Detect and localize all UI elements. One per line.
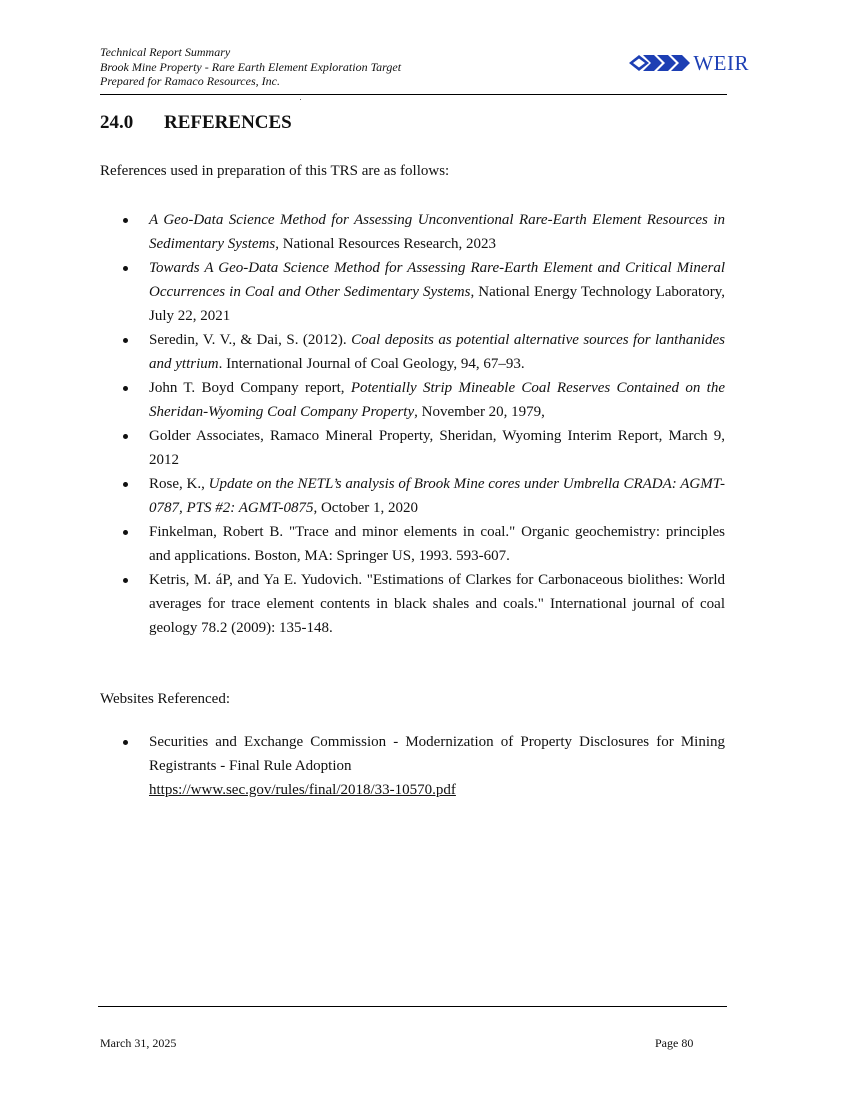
reference-item bbox=[100, 424, 725, 472]
reference-title: Coal deposits as potential alternative sources for lanthanides and yttrium bbox=[149, 332, 725, 372]
reference-item bbox=[100, 472, 725, 520]
weir-logo bbox=[629, 51, 749, 75]
page-header bbox=[100, 45, 749, 95]
reference-author: Golder Associates, Ramaco Mineral Property, Sheridan, Wyoming Interim Report, March 9, 2012 bbox=[149, 428, 725, 468]
footer-divider bbox=[98, 1006, 727, 1007]
reference-item bbox=[100, 208, 725, 256]
reference-title: A Geo-Data Science Method for Assessing Unconventional Rare-Earth Element Resources in Sedimentary Systems bbox=[149, 212, 725, 252]
logo-wordmark: WEIR bbox=[693, 51, 749, 75]
footer-date: March 31, 2025 bbox=[100, 1036, 177, 1050]
reference-item bbox=[100, 376, 725, 424]
references-list bbox=[100, 208, 725, 640]
reference-title: Potentially Strip Mineable Coal Reserves Contained on the Sheridan-Wyoming Coal Company Property bbox=[149, 380, 725, 420]
reference-author: Seredin, V. V., & Dai, S. (2012). bbox=[149, 332, 352, 348]
reference-title: Update on the NETL’s analysis of Brook Mine cores under Umbrella CRADA: AGMT-0787, PTS #2: AGMT-0875 bbox=[149, 476, 725, 516]
reference-author: Rose, K., bbox=[149, 476, 209, 492]
website-link[interactable]: https://www.sec.gov/rules/final/2018/33-10570.pdf bbox=[149, 782, 456, 798]
websites-heading: Websites Referenced: bbox=[100, 691, 230, 707]
websites-list bbox=[100, 730, 725, 802]
intro-text: References used in preparation of this TRS are as follows: bbox=[100, 163, 450, 179]
reference-source: , November 20, 1979, bbox=[414, 404, 545, 420]
reference-source: , National Energy Technology Laboratory, July 22, 2021 bbox=[149, 284, 725, 324]
reference-title: Towards A Geo-Data Science Method for Assessing Rare-Earth Element and Critical Mineral Occurrences in Coal and Other Sedimentary Systems bbox=[149, 260, 725, 300]
weir-chevrons-icon bbox=[629, 52, 691, 74]
reference-item bbox=[100, 256, 725, 328]
reference-source: , October 1, 2020 bbox=[313, 500, 419, 516]
stray-dot bbox=[300, 99, 301, 100]
reference-author: John T. Boyd Company report, bbox=[149, 380, 351, 396]
reference-item bbox=[100, 520, 725, 568]
reference-author: Finkelman, Robert B. "Trace and minor elements in coal." Organic geochemistry: principles and applications. Boston, MA: Springer US, 1993. 593-607. bbox=[149, 524, 725, 564]
reference-source: , National Resources Research, 2023 bbox=[275, 236, 496, 252]
reference-author: Ketris, M. áP, and Ya E. Yudovich. "Estimations of Clarkes for Carbonaceous biolithes: World averages for trace element contents in black shales and coals." International journal of coal geology 78.2 (2009): 135-148. bbox=[149, 572, 725, 636]
reference-source: . International Journal of Coal Geology, 94, 67–93. bbox=[218, 356, 525, 372]
prepared-for: Prepared for Ramaco Resources, Inc. bbox=[100, 74, 280, 88]
report-type: Technical Report Summary bbox=[100, 45, 231, 59]
website-item bbox=[100, 730, 725, 802]
section-title: REFERENCES bbox=[164, 112, 292, 133]
reference-item bbox=[100, 568, 725, 640]
page-number: Page 80 bbox=[655, 1036, 694, 1050]
section-heading bbox=[100, 112, 292, 134]
property-name: Brook Mine Property - Rare Earth Element Exploration Target bbox=[100, 59, 402, 74]
website-description: Securities and Exchange Commission - Modernization of Property Disclosures for Mining Registrants - Final Rule Adoption bbox=[149, 734, 725, 774]
reference-item bbox=[100, 328, 725, 376]
section-number: 24.0 bbox=[100, 112, 134, 133]
